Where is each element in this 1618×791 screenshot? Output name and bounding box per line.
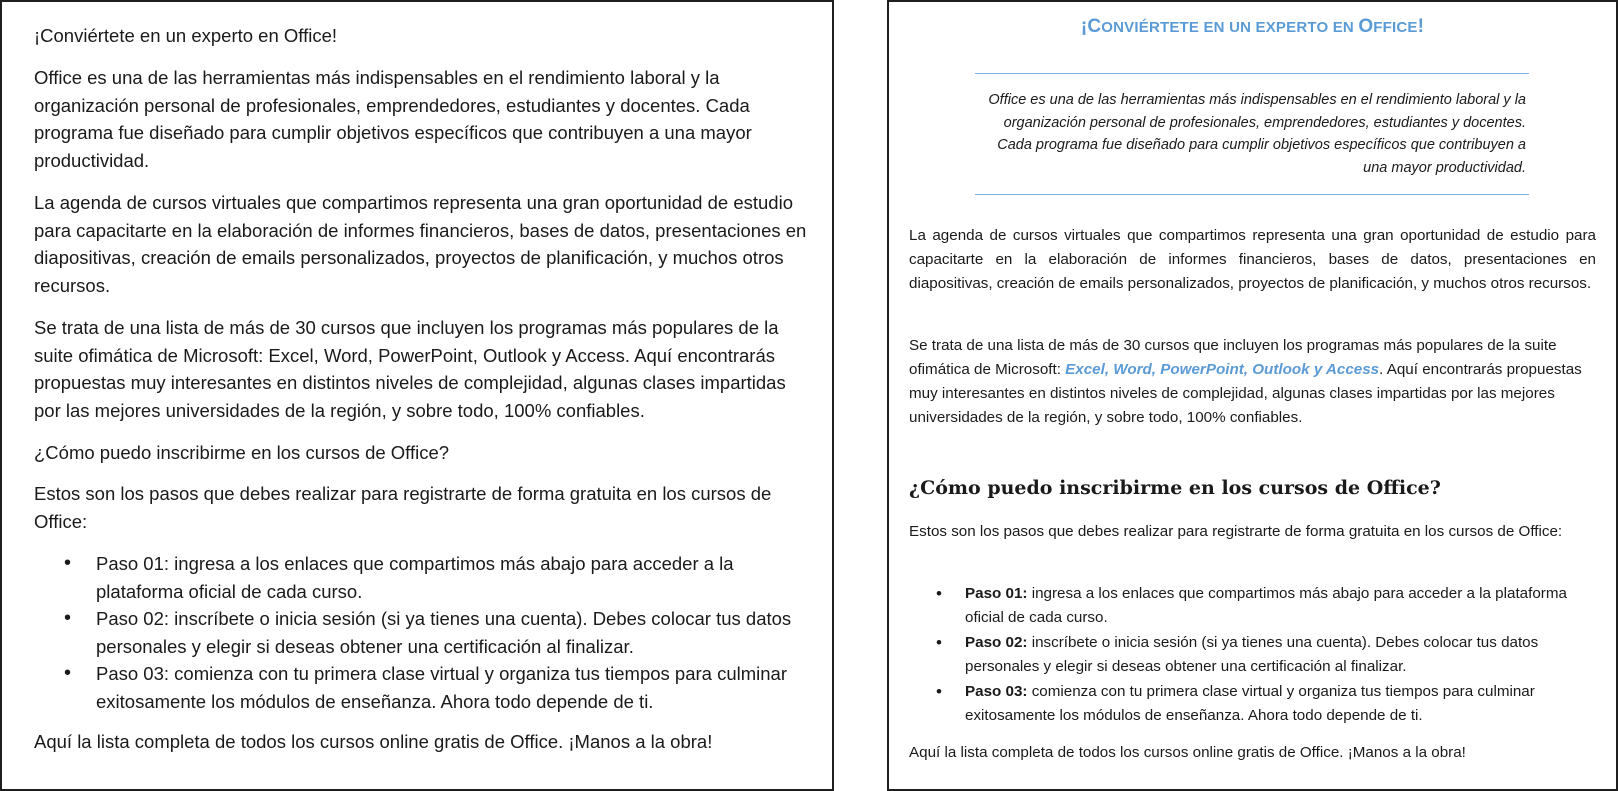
- doc-title-small-caps: ¡CONVIÉRTETE EN UN EXPERTO EN OFFICE!: [1080, 16, 1425, 37]
- paragraph-list-info: Se trata de una lista de más de 30 cursos que incluyen los programas más populares de la suite ofimática de Microsoft: Excel, Word, PowerPoint, Outlook y Access. Aquí encontrarás propuestas muy interesantes en distintos niveles de complejidad, algunas clases impartidas por las mejores universidades de la región, y sobre todo, 100% confiables.: [34, 317, 786, 421]
- paragraph-intro: Office es una de las herramientas más indispensables en el rendimiento laboral y la organización personal de profesionales, emprendedores, estudiantes y docentes. Cada programa fue diseñado para cumplir objetivos específicos que contribuyen a una mayor productividad.: [34, 67, 752, 171]
- paragraph-agenda: La agenda de cursos virtuales que compartimos representa una gran oportunidad de estudio para capacitarte en la elaboración de informes financieros, bases de datos, presentaciones en diapositivas, creación de emails personalizados, proyectos de planificación, y muchos otros recursos.: [909, 227, 1596, 292]
- highlighted-programs: Excel, Word, PowerPoint, Outlook y Access: [1065, 361, 1380, 378]
- section-heading: ¿Cómo puedo inscribirme en los cursos de Office?: [909, 477, 1441, 499]
- list-item-step-2: • Paso 02: inscríbete o inicia sesión (si ya tienes una cuenta). Debes colocar tus datos personales y elegir si deseas obtener una certificación al finalizar.: [965, 631, 1596, 679]
- doc-title: ¡Conviértete en un experto en Office!: [34, 25, 338, 46]
- paragraph-closing: Aquí la lista completa de todos los cursos online gratis de Office. ¡Manos a la obra!: [34, 731, 713, 752]
- list-item-step-1: • Paso 01: ingresa a los enlaces que compartimos más abajo para acceder a la plataforma oficial de cada curso.: [34, 550, 812, 605]
- section-heading: ¿Cómo puedo inscribirme en los cursos de Office?: [34, 442, 450, 463]
- formatted-document: [887, 0, 1618, 791]
- intense-quote: Office es una de las herramientas más indispensables en el rendimiento laboral y la organización personal de profesionales, emprendedores, estudiantes y docentes. Cada programa fue diseñado para cumplir objetivos específicos que contribuyen a una mayor productividad.: [975, 73, 1529, 195]
- paragraph-steps-intro: Estos son los pasos que debes realizar para registrarte de forma gratuita en los cursos de Office:: [909, 523, 1563, 540]
- list-item-step-1: • Paso 01: ingresa a los enlaces que compartimos más abajo para acceder a la plataforma oficial de cada curso.: [965, 582, 1596, 630]
- paragraph-closing: Aquí la lista completa de todos los cursos online gratis de Office. ¡Manos a la obra!: [909, 744, 1466, 761]
- list-item-step-2: • Paso 02: inscríbete o inicia sesión (si ya tienes una cuenta). Debes colocar tus datos personales y elegir si deseas obtener una certificación al finalizar.: [34, 605, 812, 660]
- paragraph-list-info: Se trata de una lista de más de 30 cursos que incluyen los programas más populares de la suite ofimática de Microsoft: Excel, Word, PowerPoint, Outlook y Access. Aquí encontrarás propuestas muy interesantes en distintos niveles de complejidad, algunas clases impartidas por las mejores universidades de la región, y sobre todo, 100% confiables.: [909, 337, 1582, 426]
- list-item-step-3: • Paso 03: comienza con tu primera clase virtual y organiza tus tiempos para culminar exitosamente los módulos de enseñanza. Ahora todo depende de ti.: [965, 680, 1596, 728]
- paragraph-agenda: La agenda de cursos virtuales que compartimos representa una gran oportunidad de estudio para capacitarte en la elaboración de informes financieros, bases de datos, presentaciones en diapositivas, creación de emails personalizados, proyectos de planificación, y muchos otros recursos.: [34, 192, 807, 296]
- paragraph-steps-intro: Estos son los pasos que debes realizar para registrarte de forma gratuita en los cursos de Office:: [34, 483, 772, 532]
- list-item-step-3: • Paso 03: comienza con tu primera clase virtual y organiza tus tiempos para culminar exitosamente los módulos de enseñanza. Ahora todo depende de ti.: [34, 660, 812, 715]
